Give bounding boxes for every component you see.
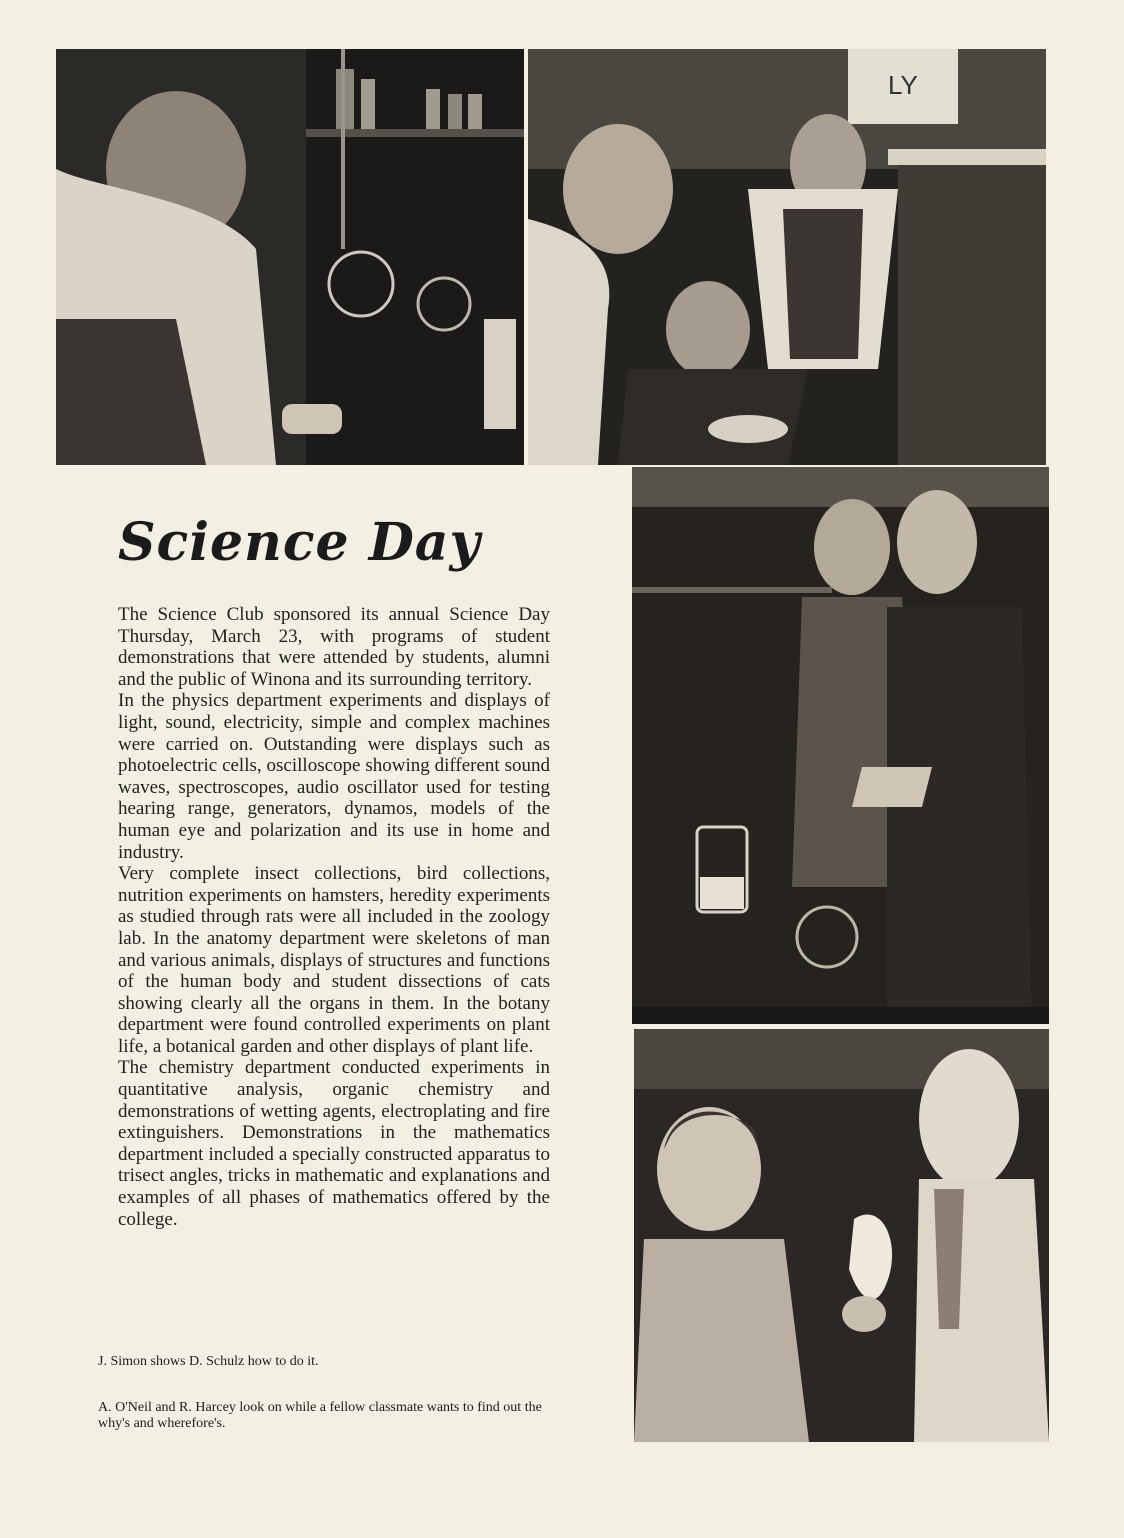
photo-3-art <box>632 467 1049 1024</box>
article-paragraph: The Science Club sponsored its annual Science Day Thursday, March 23, with programs of student demonstrations that were attended by students, alumni and the public of Winona and its surrounding territory. <box>118 604 550 690</box>
article-body <box>118 604 550 1230</box>
photo-caption: J. Simon shows D. Schulz how to do it. <box>98 1354 319 1369</box>
photo-students-with-beakers <box>632 467 1049 1024</box>
photo-student-anatomy-model <box>634 1029 1049 1442</box>
photo-student-lab-apparatus <box>56 49 524 465</box>
page-title: Science Day <box>118 512 481 573</box>
article-paragraph: Very complete insect collections, bird collections, nutrition experiments on hamsters, heredity experiments as studied through rats were all included in the zoology lab. In the anatomy department were skeletons of man and various animals, displays of structures and functions of the human body and student dissections of cats showing clearly all the organs in them. In the botany department were found controlled experiments on plant life, a botanical garden and other displays of plant life. <box>118 863 550 1057</box>
photo-caption: A. O'Neil and R. Harcey look on while a fellow classmate wants to find out the why's and wherefore's. <box>98 1400 542 1431</box>
photo-4-art <box>634 1029 1049 1442</box>
photo-2-art <box>528 49 1046 465</box>
article-paragraph: In the physics department experiments and displays of light, sound, electricity, simple and complex machines were carried on. Outstanding were displays such as photoelectric cells, oscilloscope showing different sound waves, spectroscopes, audio oscillator used for testing hearing range, generators, dynamos, models of the human eye and polarization and its use in home and industry. <box>118 690 550 863</box>
photo-2-sign-text: LY <box>888 70 918 100</box>
photo-students-at-bench <box>528 49 1046 465</box>
photo-1-art <box>56 49 524 465</box>
article-paragraph: The chemistry department conducted experiments in quantitative analysis, organic chemistry and demonstrations of wetting agents, electroplating and fire extinguishers. Demonstrations in the mathematics department included a specially constructed apparatus to trisect angles, tricks in mathematic and explanations and examples of all phases of mathematics offered by the college. <box>118 1057 550 1230</box>
